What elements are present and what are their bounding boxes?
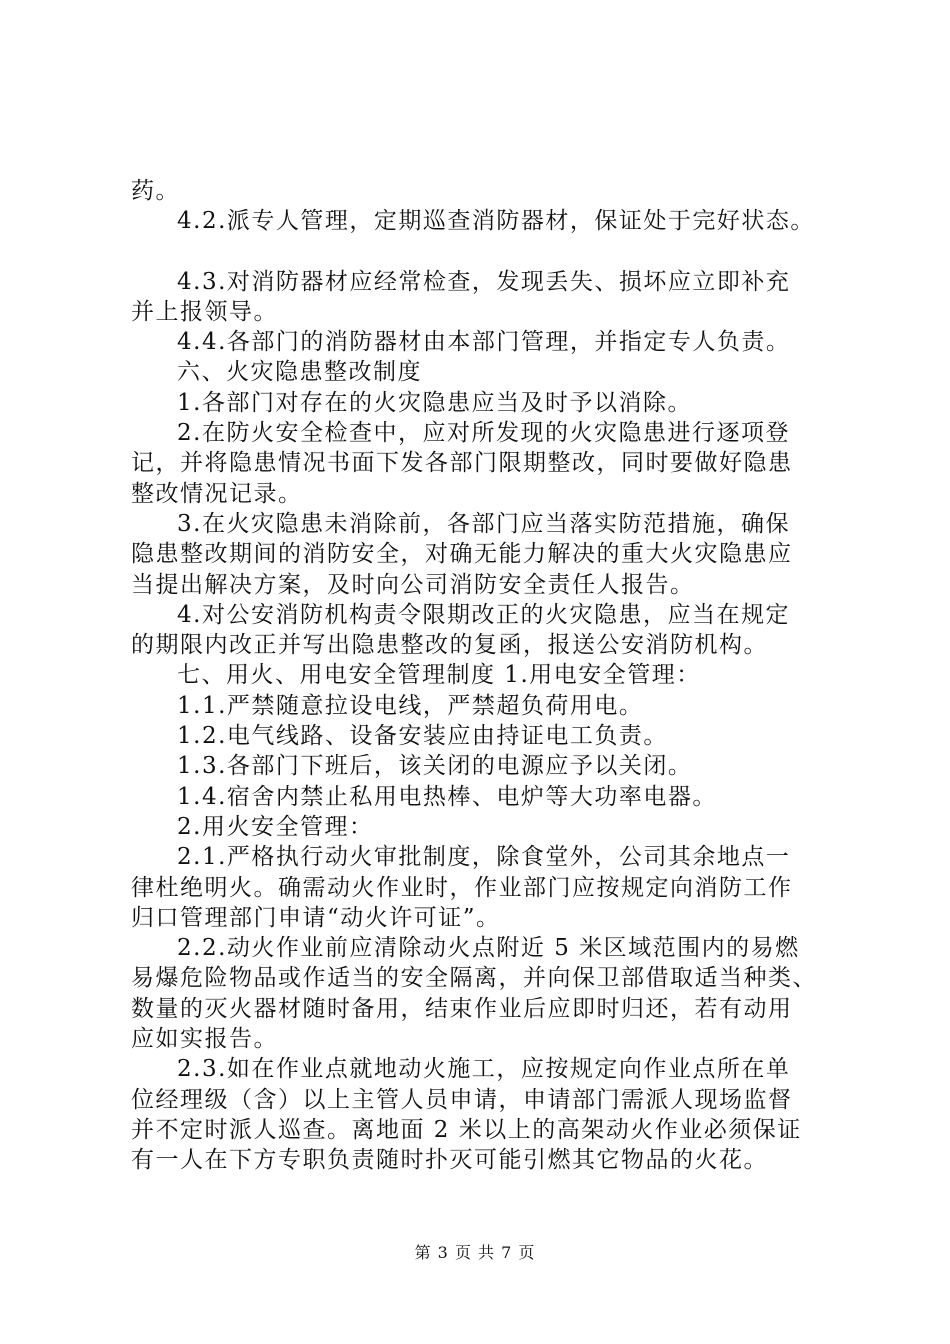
text-line: 4.对公安消防机构责令限期改正的火灾隐患，应当在规定: [177, 601, 790, 628]
page-footer: 第 3 页 共 7 页: [414, 1243, 536, 1262]
text-line: 六、火灾隐患整改制度: [177, 359, 422, 386]
text-line: 2.1.严格执行动火审批制度，除食堂外，公司其余地点一: [177, 844, 791, 871]
document-body: [131, 176, 846, 1176]
text-line: 4.4.各部门的消防器材由本部门管理，并指定专人负责。: [177, 329, 791, 356]
text-line: 易爆危险物品或作适当的安全隔离，并向保卫部借取适当种类、: [131, 965, 817, 992]
text-line: 记，并将隐患情况书面下发各部门限期整改，同时要做好隐患: [131, 450, 793, 477]
text-line: 归口管理部门申请“动火许可证”。: [131, 904, 501, 931]
text-line: 2.2.动火作业前应清除动火点附近 5 米区域范围内的易燃: [177, 935, 800, 962]
text-line: 4.2.派专人管理，定期巡查消防器材，保证处于完好状态。: [177, 208, 815, 235]
text-line: 整改情况记录。: [131, 480, 303, 507]
text-line: 4.3.对消防器材应经常检查，发现丢失、损坏应立即补充: [177, 268, 791, 295]
text-line: 的期限内改正并写出隐患整改的复函，报送公安消防机构。: [131, 632, 768, 659]
text-line: 3.在火灾隐患未消除前，各部门应当落实防范措施，确保: [177, 510, 790, 537]
text-line: 应如实报告。: [131, 1026, 278, 1053]
text-line: 数量的灭火器材随时备用，结束作业后应即时归还，若有动用: [131, 995, 793, 1022]
text-line: 并上报领导。: [131, 298, 278, 325]
text-line: 律杜绝明火。确需动火作业时，作业部门应按规定向消防工作: [131, 874, 793, 901]
text-line: 1.各部门对存在的火灾隐患应当及时予以消除。: [177, 389, 692, 416]
paragraph-gap: [131, 237, 846, 267]
text-line: 七、用火、用电安全管理制度 1.用电安全管理：: [177, 662, 701, 689]
text-line: 1.3.各部门下班后，该关闭的电源应予以关闭。: [177, 753, 693, 780]
text-line: 2.用火安全管理：: [177, 813, 374, 840]
text-line: 1.2.电气线路、设备安装应由持证电工负责。: [177, 723, 668, 750]
text-line: 有一人在下方专职负责随时扑灭可能引燃其它物品的火花。: [131, 1147, 768, 1174]
text-line: 药。: [131, 178, 180, 204]
text-line: 2.在防火安全检查中，应对所发现的火灾隐患进行逐项登: [177, 420, 790, 447]
text-line: 1.4.宿舍内禁止私用电热棒、电炉等大功率电器。: [177, 783, 717, 810]
text-line: 隐患整改期间的消防安全，对确无能力解决的重大火灾隐患应: [131, 541, 793, 568]
text-line: 当提出解决方案，及时向公司消防安全责任人报告。: [131, 571, 695, 598]
text-line: 1.1.严禁随意拉设电线，严禁超负荷用电。: [177, 692, 644, 719]
text-line: 并不定时派人巡查。离地面 2 米以上的高架动火作业必须保证: [131, 1116, 802, 1143]
text-line: 位经理级（含）以上主管人员申请，申请部门需派人现场监督: [131, 1086, 793, 1113]
text-line: 2.3.如在作业点就地动火施工，应按规定向作业点所在单: [177, 1056, 791, 1083]
